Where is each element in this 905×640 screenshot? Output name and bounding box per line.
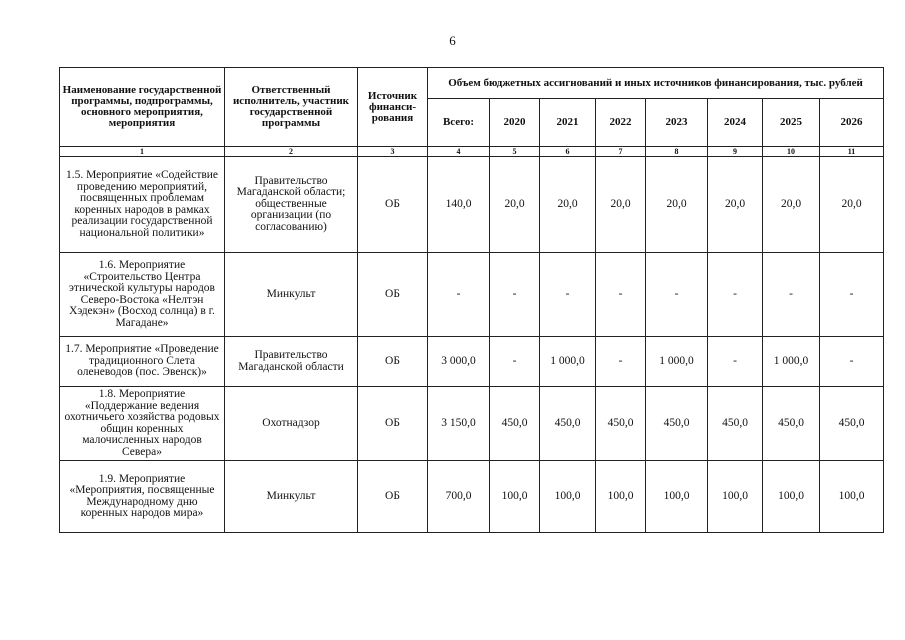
value-cell: -	[646, 253, 708, 337]
value-cell: 450,0	[596, 387, 646, 461]
value-cell: -	[708, 253, 763, 337]
table-row	[60, 461, 884, 533]
header-year: 2026	[820, 99, 884, 147]
value-cell: -	[596, 253, 646, 337]
value-cell: -	[490, 337, 540, 387]
value-cell: -	[763, 253, 820, 337]
activity-name: 1.9. Мероприятие «Мероприятия, посвященные Международному дню коренных народов мира»	[60, 461, 225, 533]
value-cell: 3 150,0	[428, 387, 490, 461]
value-cell: 1 000,0	[646, 337, 708, 387]
page-number: 6	[449, 33, 456, 48]
value-cell: 3 000,0	[428, 337, 490, 387]
value-cell: 100,0	[490, 461, 540, 533]
value-cell: 100,0	[596, 461, 646, 533]
executor-cell: Минкульт	[225, 253, 358, 337]
value-cell: 20,0	[820, 157, 884, 253]
header-year-total: Всего:	[428, 99, 490, 147]
header-executor-column: Ответственный исполнитель, участник государственной программы	[225, 68, 358, 147]
value-cell: 450,0	[708, 387, 763, 461]
header-year: 2022	[596, 99, 646, 147]
value-cell: 1 000,0	[540, 337, 596, 387]
value-cell: 100,0	[540, 461, 596, 533]
value-cell: 450,0	[490, 387, 540, 461]
column-number: 5	[490, 147, 540, 157]
executor-cell: Правительство Магаданской области	[225, 337, 358, 387]
budget-table	[59, 67, 884, 533]
column-number: 11	[820, 147, 884, 157]
table-row	[60, 387, 884, 461]
column-number: 2	[225, 147, 358, 157]
value-cell: -	[820, 337, 884, 387]
column-number: 1	[60, 147, 225, 157]
header-name-column: Наименование государственной программы, подпрограммы, основного мероприятия, мероприятия	[60, 68, 225, 147]
column-number: 8	[646, 147, 708, 157]
column-number: 6	[540, 147, 596, 157]
value-cell: 20,0	[646, 157, 708, 253]
value-cell: -	[820, 253, 884, 337]
executor-cell: Минкульт	[225, 461, 358, 533]
activity-name: 1.6. Мероприятие «Строительство Центра этнической культуры народов Северо-Востока «Нелтэн Хэдекэн» (Восход солнца) в г. Магадане»	[60, 253, 225, 337]
value-cell: 450,0	[820, 387, 884, 461]
value-cell: -	[708, 337, 763, 387]
value-cell: 20,0	[708, 157, 763, 253]
header-source-column: Источник финанси-рования	[358, 68, 428, 147]
header-year: 2021	[540, 99, 596, 147]
value-cell: 20,0	[540, 157, 596, 253]
source-cell: ОБ	[358, 337, 428, 387]
value-cell: 100,0	[646, 461, 708, 533]
source-cell: ОБ	[358, 461, 428, 533]
value-cell: 1 000,0	[763, 337, 820, 387]
column-number: 10	[763, 147, 820, 157]
header-year: 2024	[708, 99, 763, 147]
value-cell: 450,0	[646, 387, 708, 461]
header-year: 2020	[490, 99, 540, 147]
value-cell: 20,0	[490, 157, 540, 253]
table-row	[60, 337, 884, 387]
header-year: 2023	[646, 99, 708, 147]
value-cell: 20,0	[763, 157, 820, 253]
value-cell: 450,0	[763, 387, 820, 461]
value-cell: 140,0	[428, 157, 490, 253]
source-cell: ОБ	[358, 157, 428, 253]
value-cell: 100,0	[708, 461, 763, 533]
value-cell: 100,0	[820, 461, 884, 533]
table-row	[60, 253, 884, 337]
source-cell: ОБ	[358, 253, 428, 337]
column-number: 3	[358, 147, 428, 157]
executor-cell: Охотнадзор	[225, 387, 358, 461]
column-number: 4	[428, 147, 490, 157]
executor-cell: Правительство Магаданской области; общественные организации (по согласованию)	[225, 157, 358, 253]
activity-name: 1.7. Мероприятие «Проведение традиционного Слета оленеводов (пос. Эвенск)»	[60, 337, 225, 387]
value-cell: -	[490, 253, 540, 337]
column-numbers-row	[60, 147, 884, 157]
value-cell: -	[596, 337, 646, 387]
value-cell: 700,0	[428, 461, 490, 533]
value-cell: -	[540, 253, 596, 337]
activity-name: 1.5. Мероприятие «Содействие проведению мероприятий, посвященных проблемам коренных народов в рамках реализации государственной национальной политики»	[60, 157, 225, 253]
header-year: 2025	[763, 99, 820, 147]
header-budget-column: Объем бюджетных ассигнований и иных источников финансирования, тыс. рублей	[428, 68, 884, 99]
column-number: 9	[708, 147, 763, 157]
value-cell: 450,0	[540, 387, 596, 461]
value-cell: -	[428, 253, 490, 337]
value-cell: 20,0	[596, 157, 646, 253]
table-row	[60, 157, 884, 253]
column-number: 7	[596, 147, 646, 157]
activity-name: 1.8. Мероприятие «Поддержание ведения охотничьего хозяйства родовых общин коренных малочисленных народов Севера»	[60, 387, 225, 461]
value-cell: 100,0	[763, 461, 820, 533]
source-cell: ОБ	[358, 387, 428, 461]
